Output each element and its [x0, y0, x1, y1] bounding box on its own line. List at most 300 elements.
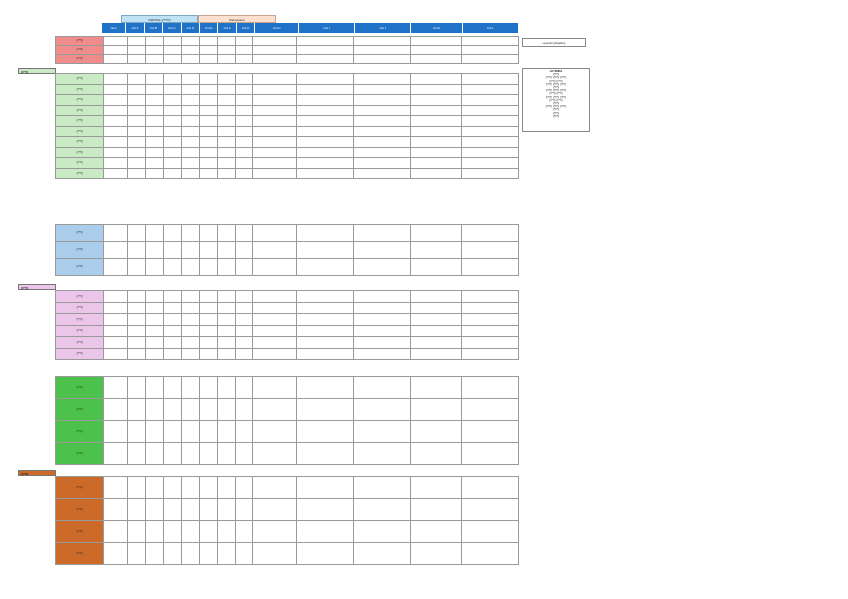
table-cell: [146, 46, 164, 55]
table-cell: [297, 225, 354, 242]
table-cell: [199, 37, 217, 46]
table-cell: [235, 302, 253, 314]
table-row: [56, 325, 519, 337]
table-cell: [462, 259, 519, 276]
table-cell: [462, 225, 519, 242]
table-cell: [146, 158, 164, 169]
table-cell: [163, 95, 181, 106]
table-cell: [253, 477, 297, 499]
table-cell: [410, 95, 462, 106]
row-name: ((??)): [56, 46, 104, 55]
table-cell: [253, 126, 297, 137]
table-cell: [128, 147, 146, 158]
table-cell: [462, 302, 519, 314]
table-cell: [253, 46, 297, 55]
table-cell: [128, 421, 146, 443]
legend-line: ((??)): [552, 108, 560, 112]
table-cell: [128, 137, 146, 148]
table-cell: [462, 55, 519, 64]
table-cell: [297, 314, 354, 326]
table-cell: [235, 168, 253, 179]
table-cell: [235, 348, 253, 360]
table-cell: [410, 314, 462, 326]
legend-box: [522, 68, 590, 132]
table-cell: [163, 521, 181, 543]
table-cell: [128, 314, 146, 326]
table-row: [56, 477, 519, 499]
table-cell: [128, 168, 146, 179]
table-cell: [297, 116, 354, 127]
table-cell: [104, 543, 128, 565]
table-cell: [297, 302, 354, 314]
table-cell: [410, 421, 462, 443]
table-cell: [410, 543, 462, 565]
table-cell: [181, 225, 199, 242]
table-cell: [128, 499, 146, 521]
table-cell: [462, 421, 519, 443]
legend-line: ((??)) ((??)) ((??)): [545, 95, 567, 99]
legend-line: ((??)) ((??)) ((??)): [545, 82, 567, 86]
table-row: [56, 499, 519, 521]
table-cell: [163, 543, 181, 565]
table-cell: [199, 242, 217, 259]
table-cell: [253, 147, 297, 158]
table-cell: [181, 46, 199, 55]
table-cell: [199, 325, 217, 337]
table-row: [56, 46, 519, 55]
table-cell: [253, 37, 297, 46]
table-cell: [163, 225, 181, 242]
table-cell: [104, 443, 128, 465]
table-cell: [235, 543, 253, 565]
table-cell: [128, 291, 146, 303]
section-table: [55, 376, 519, 465]
table-cell: [146, 168, 164, 179]
table-cell: [146, 291, 164, 303]
table-row: [56, 137, 519, 148]
table-cell: [163, 399, 181, 421]
table-cell: [199, 314, 217, 326]
table-cell: [235, 314, 253, 326]
table-cell: [235, 499, 253, 521]
table-cell: [235, 443, 253, 465]
table-row: [56, 302, 519, 314]
table-cell: [146, 337, 164, 349]
column-header-9: Col H: [255, 23, 299, 33]
table-cell: [104, 337, 128, 349]
row-name: ((??)): [56, 158, 104, 169]
table-row: [56, 37, 519, 46]
table-cell: [146, 348, 164, 360]
table-cell: [217, 105, 235, 116]
section-table: [55, 36, 519, 64]
table-cell: [297, 242, 354, 259]
table-cell: [217, 443, 235, 465]
column-header-2: Col A: [126, 23, 144, 33]
table-cell: [163, 421, 181, 443]
table-cell: [353, 147, 410, 158]
column-header-7: Col F: [218, 23, 236, 33]
table-cell: [146, 302, 164, 314]
table-cell: [146, 116, 164, 127]
table-cell: [410, 302, 462, 314]
table-cell: [128, 55, 146, 64]
column-header-13: Col L: [463, 23, 519, 33]
table-cell: [462, 147, 519, 158]
table-cell: [181, 421, 199, 443]
table-cell: [297, 477, 354, 499]
table-cell: [217, 259, 235, 276]
table-cell: [104, 302, 128, 314]
table-cell: [353, 105, 410, 116]
top-header-group-a: PARTIAL ((???)): [121, 15, 198, 23]
table-cell: [462, 325, 519, 337]
table-cell: [181, 521, 199, 543]
table-cell: [146, 314, 164, 326]
row-name: ((??)): [56, 126, 104, 137]
table-cell: [217, 337, 235, 349]
table-row: [56, 158, 519, 169]
table-cell: [104, 126, 128, 137]
table-row: [56, 126, 519, 137]
table-cell: [181, 137, 199, 148]
table-row: [56, 84, 519, 95]
legend-line: ((??)): [552, 102, 560, 106]
table-cell: [235, 74, 253, 85]
table-cell: [253, 74, 297, 85]
table-cell: [146, 543, 164, 565]
section-title: ((??)): [18, 284, 56, 290]
table-cell: [410, 105, 462, 116]
table-cell: [163, 325, 181, 337]
table-cell: [146, 521, 164, 543]
table-cell: [462, 399, 519, 421]
column-header-4: Col C: [163, 23, 181, 33]
table-cell: [235, 55, 253, 64]
table-cell: [353, 74, 410, 85]
table-cell: [181, 399, 199, 421]
table-cell: [104, 348, 128, 360]
table-cell: [253, 158, 297, 169]
table-cell: [235, 325, 253, 337]
table-cell: [353, 259, 410, 276]
table-cell: [199, 168, 217, 179]
table-cell: [217, 46, 235, 55]
table-row: [56, 74, 519, 85]
table-cell: [128, 259, 146, 276]
table-row: [56, 259, 519, 276]
table-cell: [253, 116, 297, 127]
table-cell: [163, 116, 181, 127]
table-cell: [217, 126, 235, 137]
table-cell: [462, 377, 519, 399]
table-cell: [217, 55, 235, 64]
table-cell: [163, 105, 181, 116]
table-cell: [297, 168, 354, 179]
table-cell: [253, 105, 297, 116]
table-cell: [235, 158, 253, 169]
table-cell: [181, 443, 199, 465]
table-cell: [353, 116, 410, 127]
table-row: [56, 95, 519, 106]
row-name: ((??)): [56, 259, 104, 276]
table-row: [56, 225, 519, 242]
table-cell: [353, 443, 410, 465]
table-cell: [353, 55, 410, 64]
table-cell: [297, 443, 354, 465]
table-cell: [163, 46, 181, 55]
table-cell: [199, 55, 217, 64]
table-cell: [410, 325, 462, 337]
table-cell: [462, 521, 519, 543]
table-cell: [163, 74, 181, 85]
table-cell: [181, 314, 199, 326]
table-cell: [128, 95, 146, 106]
table-cell: [235, 37, 253, 46]
table-cell: [297, 377, 354, 399]
table-cell: [353, 137, 410, 148]
table-cell: [181, 291, 199, 303]
table-cell: [297, 137, 354, 148]
table-cell: [163, 242, 181, 259]
table-cell: [353, 242, 410, 259]
table-cell: [353, 543, 410, 565]
table-cell: [253, 168, 297, 179]
table-cell: [104, 137, 128, 148]
table-cell: [353, 302, 410, 314]
table-cell: [146, 105, 164, 116]
row-name: ((??)): [56, 147, 104, 158]
table-cell: [128, 74, 146, 85]
row-name: ((??)): [56, 116, 104, 127]
table-cell: [217, 302, 235, 314]
table-cell: [235, 137, 253, 148]
table-cell: [410, 126, 462, 137]
table-cell: [146, 325, 164, 337]
legend-line: ((??)): [552, 111, 560, 115]
row-name: ((??)): [56, 421, 104, 443]
legend-line: ((??)) ((??)): [549, 98, 563, 102]
table-cell: [353, 477, 410, 499]
row-name: ((??)): [56, 55, 104, 64]
table-cell: [217, 95, 235, 106]
table-cell: [297, 399, 354, 421]
table-cell: [199, 95, 217, 106]
table-cell: [297, 325, 354, 337]
table-cell: [163, 443, 181, 465]
column-header-12: Col K: [411, 23, 462, 33]
legend-line: ((??)): [552, 86, 560, 90]
row-name: ((??)): [56, 302, 104, 314]
table-cell: [462, 348, 519, 360]
table-cell: [104, 259, 128, 276]
table-cell: [199, 543, 217, 565]
table-cell: [104, 225, 128, 242]
table-row: [56, 377, 519, 399]
table-cell: [104, 158, 128, 169]
table-cell: [353, 499, 410, 521]
table-cell: [253, 399, 297, 421]
table-cell: [128, 116, 146, 127]
table-cell: [217, 147, 235, 158]
row-name: ((??)): [56, 348, 104, 360]
table-cell: [253, 443, 297, 465]
table-cell: [199, 443, 217, 465]
table-cell: [297, 543, 354, 565]
table-cell: [163, 314, 181, 326]
section-table: [55, 476, 519, 565]
table-cell: [410, 37, 462, 46]
table-cell: [297, 46, 354, 55]
table-row: [56, 147, 519, 158]
row-name: ((??)): [56, 37, 104, 46]
table-row: [56, 543, 519, 565]
table-cell: [410, 477, 462, 499]
table-cell: [163, 84, 181, 95]
table-cell: [353, 348, 410, 360]
table-cell: [146, 421, 164, 443]
table-cell: [181, 74, 199, 85]
table-cell: [410, 291, 462, 303]
table-cell: [297, 105, 354, 116]
table-cell: [235, 147, 253, 158]
table-cell: [128, 337, 146, 349]
table-cell: [410, 74, 462, 85]
row-name: ((??)): [56, 477, 104, 499]
table-cell: [297, 95, 354, 106]
table-cell: [253, 137, 297, 148]
table-cell: [217, 499, 235, 521]
table-cell: [128, 543, 146, 565]
table-cell: [410, 521, 462, 543]
table-cell: [217, 543, 235, 565]
table-cell: [410, 55, 462, 64]
table-cell: [104, 37, 128, 46]
table-cell: [217, 74, 235, 85]
table-cell: [181, 84, 199, 95]
table-cell: [217, 521, 235, 543]
table-cell: [353, 84, 410, 95]
table-cell: [297, 348, 354, 360]
row-name: ((??)): [56, 95, 104, 106]
table-row: [56, 399, 519, 421]
legend-line: ((??)) ((??)) ((??)): [545, 76, 567, 80]
table-cell: [199, 46, 217, 55]
row-name: ((??)): [56, 74, 104, 85]
table-cell: [128, 158, 146, 169]
table-cell: [181, 348, 199, 360]
table-cell: [128, 302, 146, 314]
legend-line: ((??)) ((??)) ((??)): [545, 89, 567, 93]
table-cell: [104, 499, 128, 521]
table-cell: [163, 147, 181, 158]
table-cell: [146, 147, 164, 158]
table-cell: [181, 259, 199, 276]
table-cell: [128, 37, 146, 46]
table-cell: [297, 337, 354, 349]
table-cell: [104, 242, 128, 259]
table-cell: [128, 105, 146, 116]
table-cell: [462, 477, 519, 499]
table-cell: [199, 337, 217, 349]
row-name: ((??)): [56, 291, 104, 303]
table-cell: [104, 421, 128, 443]
table-cell: [410, 242, 462, 259]
table-cell: [181, 377, 199, 399]
table-cell: [163, 37, 181, 46]
table-row: [56, 168, 519, 179]
row-name: ((??)): [56, 314, 104, 326]
table-cell: [217, 477, 235, 499]
table-cell: [217, 325, 235, 337]
right-note: Leyenda ((illegible)): [522, 38, 586, 47]
row-name: ((??)): [56, 84, 104, 95]
table-cell: [235, 259, 253, 276]
table-cell: [235, 46, 253, 55]
table-cell: [128, 242, 146, 259]
table-cell: [104, 314, 128, 326]
table-cell: [181, 242, 199, 259]
table-cell: [297, 421, 354, 443]
table-cell: [199, 147, 217, 158]
table-cell: [235, 84, 253, 95]
table-cell: [217, 158, 235, 169]
table-cell: [163, 499, 181, 521]
table-cell: [163, 477, 181, 499]
column-header-bar: [102, 23, 519, 33]
table-cell: [410, 399, 462, 421]
table-cell: [104, 95, 128, 106]
table-cell: [146, 225, 164, 242]
table-cell: [163, 158, 181, 169]
table-cell: [297, 147, 354, 158]
table-cell: [181, 147, 199, 158]
table-cell: [253, 225, 297, 242]
table-row: [56, 443, 519, 465]
table-cell: [199, 84, 217, 95]
table-cell: [146, 126, 164, 137]
table-cell: [199, 105, 217, 116]
section-title: ((??)): [18, 68, 56, 74]
table-row: [56, 348, 519, 360]
row-name: ((??)): [56, 325, 104, 337]
legend-line: ((??)) ((??)) ((??)): [545, 105, 567, 109]
section-title: ((??)): [18, 470, 56, 476]
table-cell: [163, 259, 181, 276]
table-cell: [353, 421, 410, 443]
table-cell: [253, 421, 297, 443]
table-cell: [353, 291, 410, 303]
table-cell: [146, 399, 164, 421]
table-cell: [104, 55, 128, 64]
table-cell: [163, 126, 181, 137]
table-cell: [181, 95, 199, 106]
table-cell: [199, 377, 217, 399]
table-cell: [235, 477, 253, 499]
table-cell: [462, 242, 519, 259]
table-cell: [104, 168, 128, 179]
table-cell: [217, 242, 235, 259]
table-cell: [146, 242, 164, 259]
table-cell: [410, 259, 462, 276]
table-cell: [217, 291, 235, 303]
table-cell: [353, 325, 410, 337]
column-header-3: Col B: [145, 23, 163, 33]
table-cell: [146, 259, 164, 276]
table-cell: [146, 84, 164, 95]
table-cell: [235, 105, 253, 116]
table-cell: [217, 225, 235, 242]
